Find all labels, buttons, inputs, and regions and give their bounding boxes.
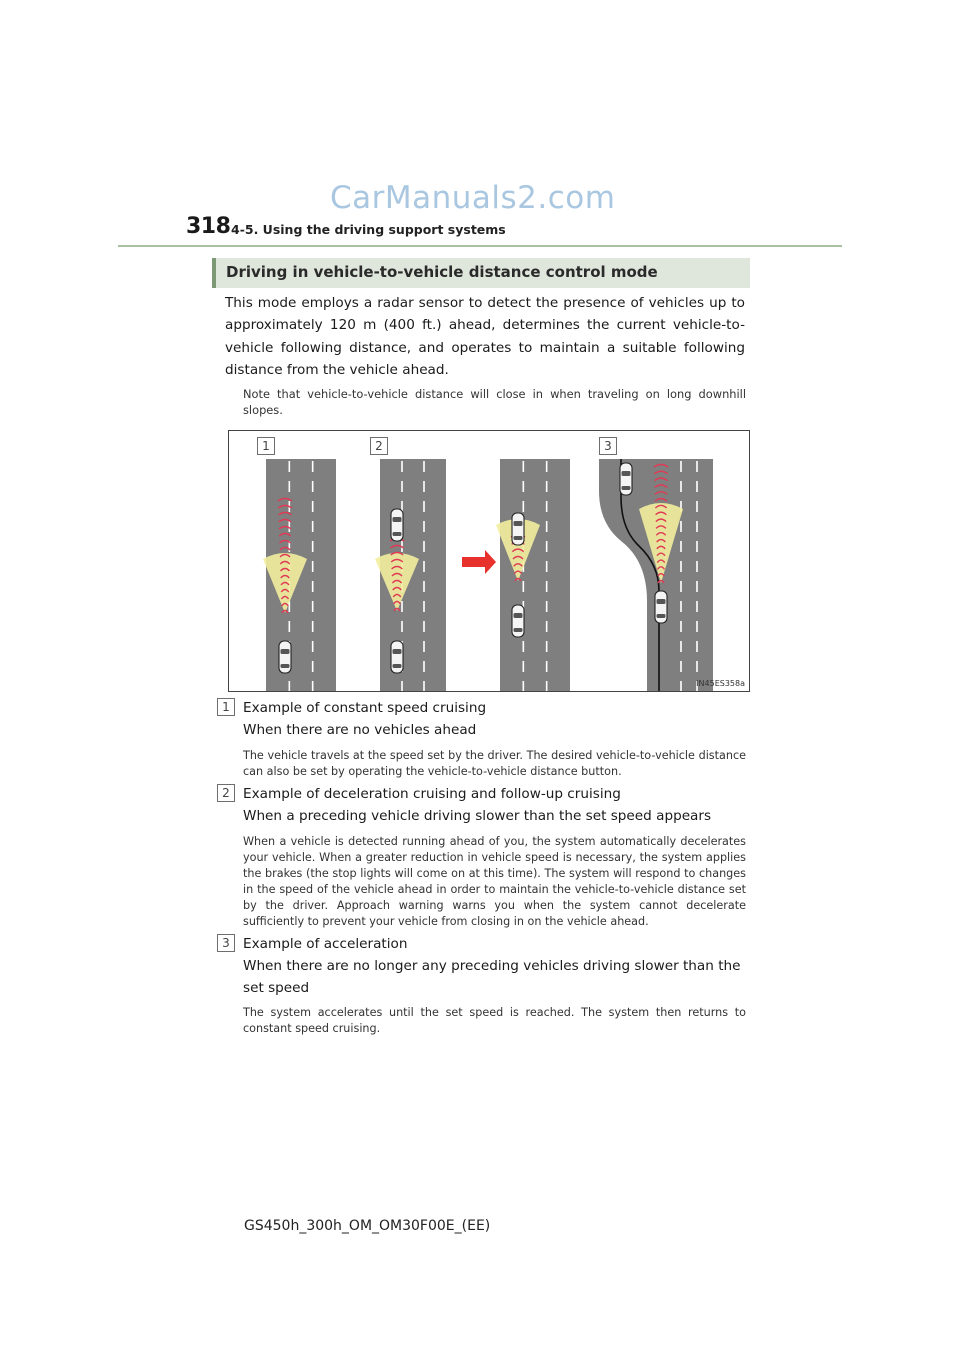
item-3-body: The system accelerates until the set speed is reached. The system then returns to constant speed cruising. (243, 1006, 746, 1035)
own-vehicle-scene-1 (279, 641, 291, 673)
figure-label-2: 2 (370, 437, 388, 455)
preceding-vehicle-scene-2 (391, 509, 403, 541)
footer-document-code: GS450h_300h_OM_OM30F00E_(EE) (244, 1218, 491, 1234)
note-paragraph: Note that vehicle-to-vehicle distance will close in when traveling on long downhill slopes. (243, 387, 746, 417)
item-2-title: Example of deceleration cruising and follow-up cruising (243, 786, 621, 802)
own-vehicle-scene-4 (655, 591, 667, 623)
section-path: 4-5. Using the driving support systems (231, 222, 506, 237)
merged-vehicle-scene-4 (620, 463, 632, 495)
item-3-title: Example of acceleration (243, 936, 408, 952)
figure-label-1: 1 (257, 437, 275, 455)
item-2-number-icon: 2 (217, 784, 235, 802)
item-3-subtitle: When there are no longer any preceding vehicles driving slower than the set speed (243, 958, 741, 996)
header-rule (118, 245, 842, 247)
section-heading (212, 258, 750, 288)
page-number: 318 (186, 214, 231, 239)
preceding-vehicle-scene-3 (512, 513, 524, 545)
own-vehicle-scene-2 (391, 641, 403, 673)
own-vehicle-scene-3 (512, 605, 524, 637)
section-heading-text: Driving in vehicle-to-vehicle distance control mode (226, 263, 658, 281)
road-scene-3 (500, 459, 570, 691)
figure-label-3: 3 (599, 437, 617, 455)
item-3-number-icon: 3 (217, 934, 235, 952)
item-1-number-icon: 1 (217, 698, 235, 716)
item-1-subtitle: When there are no vehicles ahead (243, 722, 477, 738)
figure-code: IN45ES358a (696, 679, 745, 688)
item-1-title: Example of constant speed cruising (243, 700, 487, 716)
item-1-body: The vehicle travels at the speed set by the driver. The desired vehicle-to-vehicle distance can also be set by operating the vehicle-to-vehicle distance button. (243, 749, 746, 778)
item-2-body: When a vehicle is detected running ahead of you, the system automatically decelerates your vehicle. When a greater reduction in vehicle speed is necessary, the system applies the brakes (the stop lights will come on at this time). The system will respond to changes in the speed of the vehicle ahead in order to maintain the vehicle-to-vehicle distance set by the driver. Approach warning warns you when the system cannot decelerate sufficiently to prevent your vehicle from closing in on the vehicle ahead. (243, 835, 746, 928)
watermark-text: CarManuals2.com (330, 180, 616, 216)
radar-cruise-illustration (228, 430, 750, 692)
illustration-canvas (229, 431, 749, 691)
item-2-subtitle: When a preceding vehicle driving slower than the set speed appears (243, 808, 712, 824)
intro-paragraph: This mode employs a radar sensor to detect the presence of vehicles up to approximately 120 m (400 ft.) ahead, determines the current vehicle-to-vehicle following distance, and operates to maintain a suitable following distance from the vehicle ahead. (225, 295, 745, 379)
transition-arrow (462, 550, 496, 574)
